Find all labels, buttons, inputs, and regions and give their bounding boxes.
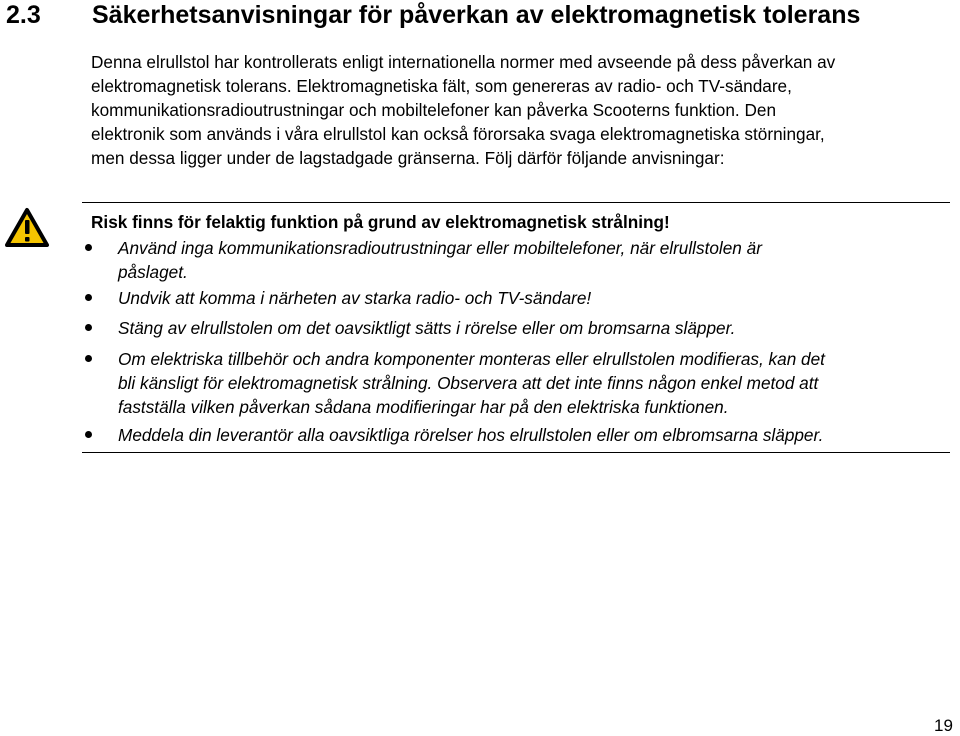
list-item-text [118, 316, 948, 340]
warning-title: Risk finns för felaktig funktion på grund av elektromagnetisk strålning! [91, 212, 670, 232]
intro-line: men dessa ligger under de lagstadgade gränserna. Följ därför följande anvisningar: [91, 148, 725, 168]
bullet-icon [85, 355, 92, 362]
warning-bottom-divider [82, 452, 950, 453]
list-item-text [118, 347, 948, 419]
list-item-line: Undvik att komma i närheten av starka radio- och TV-sändare! [118, 288, 592, 308]
warning-triangle-icon [4, 207, 50, 249]
list-item-line: Stäng av elrullstolen om det oavsiktligt sätts i rörelse eller om bromsarna släpper. [118, 318, 736, 338]
section-title: Säkerhetsanvisningar för påverkan av elektromagnetisk tolerans [92, 1, 861, 29]
list-item-text [118, 286, 948, 310]
list-item-line: fastställa vilken påverkan sådana modifieringar har på den elektriska funktionen. [118, 397, 729, 417]
bullet-icon [85, 431, 92, 438]
intro-line: elektronik som används i våra elrullstol kan också förorsaka svaga elektromagnetiska störningar, [91, 124, 825, 144]
section-heading [0, 0, 960, 34]
list-item-line: Meddela din leverantör alla oavsiktliga rörelser hos elrullstolen eller om elbromsarna släpper. [118, 425, 824, 445]
list-item-line: Om elektriska tillbehör och andra komponenter monteras eller elrullstolen modifieras, kan det [118, 349, 825, 369]
page-number: 19 [934, 716, 953, 735]
list-item-line: bli känsligt för elektromagnetisk strålning. Observera att det inte finns någon enkel metod att [118, 373, 819, 393]
intro-line: kommunikationsradioutrustningar och mobiltelefoner kan påverka Scooterns funktion. Den [91, 100, 777, 120]
intro-line: elektromagnetisk tolerans. Elektromagnetiska fält, som genereras av radio- och TV-sändare, [91, 76, 792, 96]
intro-paragraph [91, 50, 957, 170]
bullet-icon [85, 244, 92, 251]
list-item-line: Använd inga kommunikationsradioutrustningar eller mobiltelefoner, när elrullstolen är [118, 238, 762, 258]
section-number: 2.3 [6, 1, 41, 29]
list-item-text [118, 423, 948, 447]
warning-top-divider [82, 202, 950, 203]
list-item-text [118, 236, 948, 284]
list-item-line: påslaget. [118, 262, 188, 282]
intro-line: Denna elrullstol har kontrollerats enligt internationella normer med avseende på dess påverkan av [91, 52, 836, 72]
bullet-icon [85, 324, 92, 331]
bullet-icon [85, 294, 92, 301]
